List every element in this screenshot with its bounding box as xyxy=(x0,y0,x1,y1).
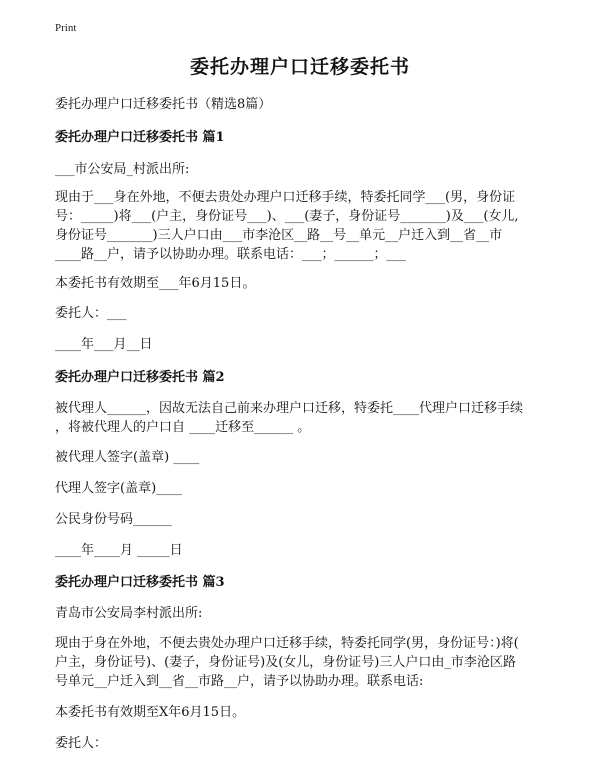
intro-line: 委托办理户口迁移委托书（精选8篇） xyxy=(55,97,272,112)
section3-body-line-1: 现由于身在外地，不便去贵处办理户口迁移手续，特委托同学(男，身份证号：)将( xyxy=(55,636,519,651)
document-title: 委托办理户口迁移委托书 xyxy=(189,56,410,78)
section3-validity: 本委托书有效期至X年6月15日。 xyxy=(55,705,246,720)
section1-heading: 委托办理户口迁移委托书 篇1 xyxy=(55,130,225,145)
section1-addressee: ___市公安局_村派出所: xyxy=(55,162,190,177)
section3-principal: 委托人： xyxy=(55,736,108,751)
section3-heading: 委托办理户口迁移委托书 篇3 xyxy=(55,575,225,590)
section2-date: ____年____月 _____日 xyxy=(55,543,183,558)
section1-body-line-2: 号：_____)将___(户主，身份证号___)、___(妻子，身份证号_______)及___(女儿, xyxy=(55,209,519,224)
section1-body-line-3: 身份证号_______)三人户口由___市李沧区__路__号__单元__户迁入到__省__市 xyxy=(55,228,503,243)
section2-sign-principal: 被代理人签字(盖章) ____ xyxy=(55,450,200,465)
print-label[interactable]: Print xyxy=(55,22,77,34)
section1-body-line-1: 现由于___身在外地，不便去贵处办理户口迁移手续，特委托同学___(男，身份证 xyxy=(55,190,516,205)
section2-body-line-2: ，将被代理人的户口自 ____迁移至______ 。 xyxy=(55,420,311,435)
section2-sign-agent: 代理人签字(盖章)____ xyxy=(55,481,183,496)
section1-principal: 委托人：___ xyxy=(55,306,127,321)
section2-heading: 委托办理户口迁移委托书 篇2 xyxy=(55,370,225,385)
section2-id-number: 公民身份号码______ xyxy=(55,512,173,527)
section3-body-line-3: 号单元__户迁入到__省__市路__户，请予以协助办理。联系电话: xyxy=(55,674,424,689)
section1-body-line-4: ____路__户，请予以协助办理。联系电话：___；______；___ xyxy=(55,247,407,262)
section3-body-line-2: 户主，身份证号)、(妻子，身份证号)及(女儿，身份证号)三人户口由_市李沧区路 xyxy=(55,655,516,670)
section1-validity: 本委托书有效期至___年6月15日。 xyxy=(55,276,256,291)
section3-addressee: 青岛市公安局李村派出所: xyxy=(55,606,203,621)
section1-date: ____年___月__日 xyxy=(55,337,153,352)
section2-body-line-1: 被代理人______，因故无法自己前来办理户口迁移，特委托____代理户口迁移手续 xyxy=(55,401,524,416)
